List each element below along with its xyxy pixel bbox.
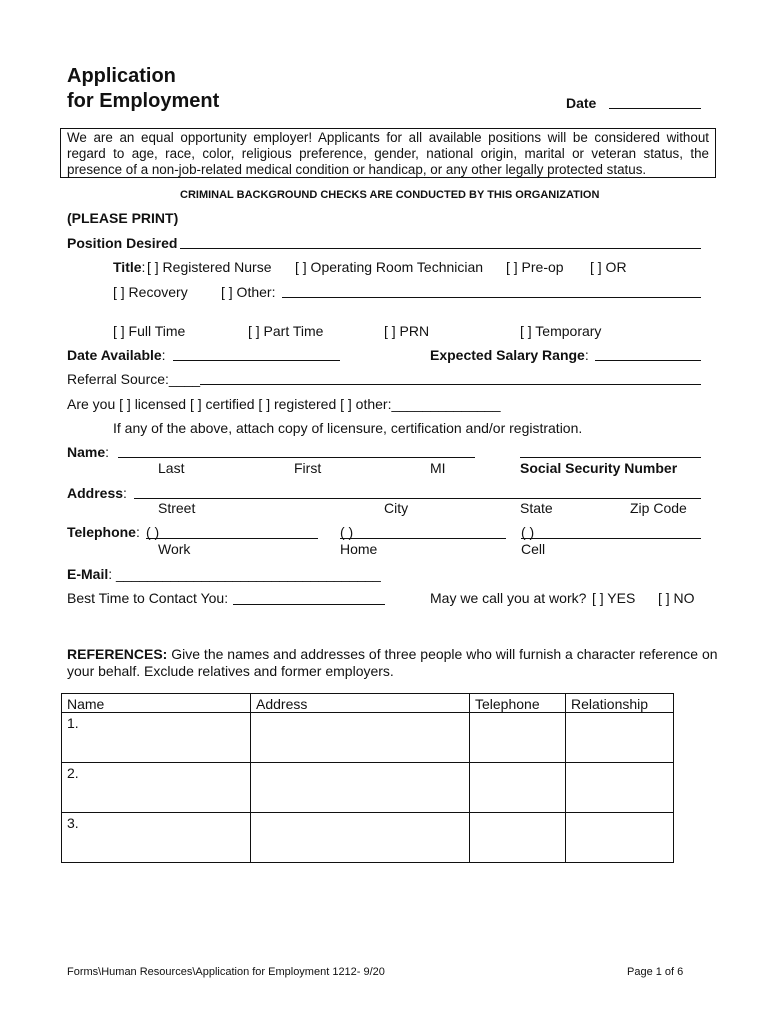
address-zip-caption: Zip Code [630,500,687,516]
other-field[interactable] [282,297,701,298]
address-city-caption: City [384,500,409,516]
references-table [61,693,674,863]
title-line-1: Application [67,65,176,87]
ssn-caption: Social Security Number [520,460,678,476]
work-phone-paren: ( ) [146,524,160,540]
home-phone-paren: ( ) [340,524,354,540]
option-prn[interactable]: [ ] PRN [384,323,430,339]
option-or[interactable]: [ ] OR [590,259,627,275]
reference-3-address[interactable] [251,813,470,863]
option-or-technician[interactable]: [ ] Operating Room Technician [295,259,484,275]
reference-1-telephone[interactable] [470,713,566,763]
please-print: (PLEASE PRINT) [67,210,179,226]
call-no-option[interactable]: [ ] NO [658,590,695,606]
reference-1-address[interactable] [251,713,470,763]
reference-1-relationship[interactable] [566,713,674,763]
telephone-label: Telephone: [67,524,140,540]
option-full-time[interactable]: [ ] Full Time [113,323,186,339]
salary-field[interactable] [595,360,701,361]
reference-3-telephone[interactable] [470,813,566,863]
reference-row-3[interactable] [62,813,674,863]
referral-source-field[interactable] [200,384,701,385]
address-state-caption: State [520,500,553,516]
best-time-field[interactable] [233,604,385,605]
call-at-work-question: May we call you at work? [430,590,587,606]
address-street-caption: Street [158,500,196,516]
licensure-instruction: If any of the above, attach copy of licensure, certification and/or registration. [113,420,583,436]
option-part-time[interactable]: [ ] Part Time [248,323,324,339]
reference-3-relationship[interactable] [566,813,674,863]
reference-2-name[interactable]: 2. [62,763,251,813]
equal-opportunity-notice: We are an equal opportunity employer! Applicants for all available positions will be considered without regard to age, race, color, religious preference, gender, national origin, marital or veteran status, the presence of a non-job-related medical condition or handicap, or any other legally protected status. [60,128,716,178]
col-address-header: Address [251,694,470,713]
col-relationship-header: Relationship [566,694,674,713]
position-desired-field[interactable] [180,248,701,249]
cell-phone-field[interactable] [521,538,701,539]
date-label: Date [566,95,597,111]
address-label: Address: [67,485,127,501]
name-last-caption: Last [158,460,185,476]
home-caption: Home [340,541,378,557]
option-pre-op[interactable]: [ ] Pre-op [506,259,564,275]
name-first-caption: First [294,460,322,476]
date-available-label: Date Available: [67,347,166,363]
reference-1-name[interactable]: 1. [62,713,251,763]
criminal-check-notice: CRIMINAL BACKGROUND CHECKS ARE CONDUCTED BY THIS ORGANIZATION [180,189,600,201]
name-label: Name: [67,444,110,460]
title-label: Title: [113,259,146,275]
option-temporary[interactable]: [ ] Temporary [520,323,602,339]
name-mi-caption: MI [430,460,446,476]
name-field[interactable] [118,457,475,458]
cell-phone-paren: ( ) [521,524,535,540]
call-yes-option[interactable]: [ ] YES [592,590,636,606]
option-registered-nurse[interactable]: [ ] Registered Nurse [147,259,272,275]
option-recovery[interactable]: [ ] Recovery [113,284,188,300]
reference-2-relationship[interactable] [566,763,674,813]
email-label[interactable]: E-Mail: __________________________________ [67,566,381,582]
reference-2-telephone[interactable] [470,763,566,813]
position-desired-label: Position Desired [67,235,178,251]
footer-path: Forms\Human Resources\Application for Employment 1212- 9/20 [67,966,385,978]
col-telephone-header: Telephone [470,694,566,713]
work-caption: Work [158,541,191,557]
reference-3-name[interactable]: 3. [62,813,251,863]
reference-2-address[interactable] [251,763,470,813]
salary-label: Expected Salary Range: [430,347,589,363]
referral-source-label: Referral Source:____ [67,371,201,387]
references-header-row [62,694,674,713]
cell-caption: Cell [521,541,546,557]
work-phone-field[interactable] [146,538,318,539]
page-number: Page 1 of 6 [627,966,684,978]
reference-row-2[interactable] [62,763,674,813]
date-field[interactable] [609,108,701,109]
best-time-label: Best Time to Contact You: [67,590,229,606]
home-phone-field[interactable] [340,538,506,539]
option-other[interactable]: [ ] Other: [221,284,276,300]
references-paragraph: REFERENCES: Give the names and addresses of three people who will furnish a character reference on your behalf. Exclude relatives and former employers. [67,646,718,679]
col-name-header: Name [62,694,251,713]
title-line-2: for Employment [67,90,220,112]
date-available-field[interactable] [173,360,340,361]
ssn-field[interactable] [520,457,701,458]
licensure-question[interactable]: Are you [ ] licensed [ ] certified [ ] registered [ ] other:______________ [67,396,501,412]
address-field[interactable] [134,498,701,499]
reference-row-1[interactable] [62,713,674,763]
